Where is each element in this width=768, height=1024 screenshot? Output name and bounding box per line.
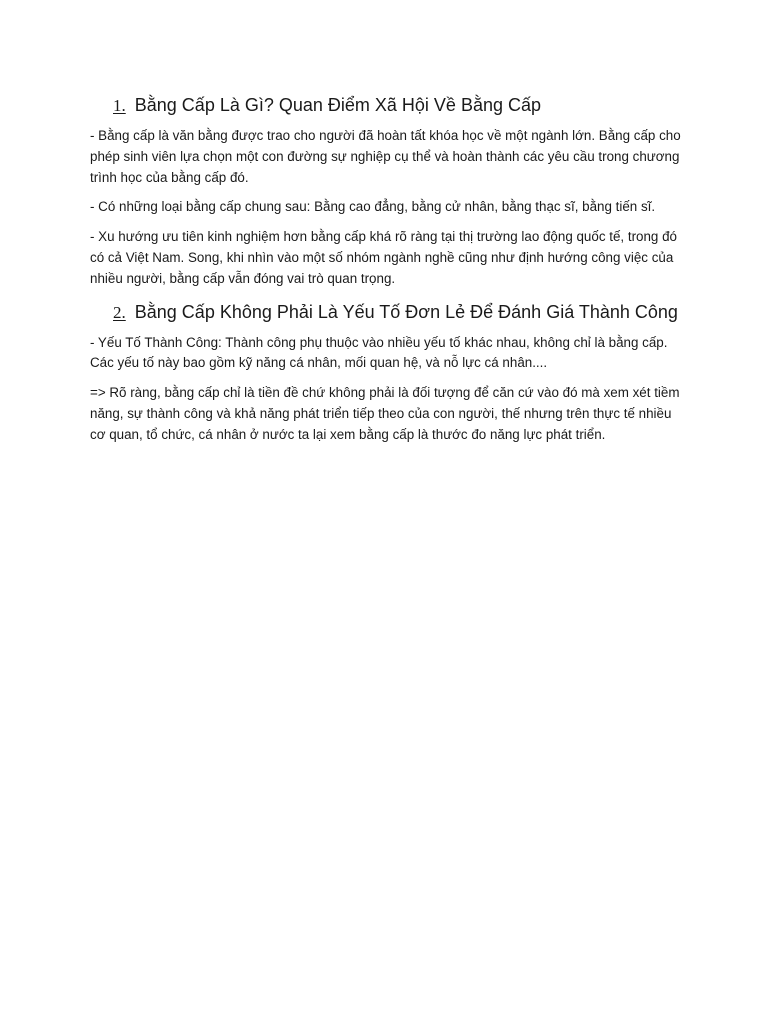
- section-2-heading: [90, 299, 690, 326]
- document-body: [90, 92, 690, 455]
- section-1-number: 1.: [113, 96, 126, 115]
- section-1-paragraph-1: - Bằng cấp là văn bằng được trao cho người đã hoàn tất khóa học về một ngành lớn. Bằng cấp cho phép sinh viên lựa chọn một con đường sự nghiệp cụ thể và hoàn thành các yêu cầu trong chương trình học của bằng cấp đó.: [90, 128, 681, 185]
- section-2-paragraph-2: => Rõ ràng, bằng cấp chỉ là tiền đề chứ không phải là đối tượng để căn cứ vào đó mà xem xét tiềm năng, sự thành công và khả năng phát triển tiếp theo của con người, thế nhưng trên thực tế nhiều cơ quan, tổ chức, cá nhân ở nước ta lại xem bằng cấp là thước đo năng lực phát triển.: [90, 385, 680, 442]
- section-1-paragraph-3: - Xu hướng ưu tiên kinh nghiệm hơn bằng cấp khá rõ ràng tại thị trường lao động quốc tế, trong đó có cả Việt Nam. Song, khi nhìn vào một số nhóm ngành nghề cũng như định hướng công việc của nhiều người, bằng cấp vẫn đóng vai trò quan trọng.: [90, 229, 677, 286]
- section-1-paragraph-2: - Có những loại bằng cấp chung sau: Bằng cao đẳng, bằng cử nhân, bằng thạc sĩ, bằng tiến sĩ.: [90, 199, 656, 215]
- section-1-title: Bằng Cấp Là Gì? Quan Điểm Xã Hội Về Bằng Cấp: [134, 95, 542, 115]
- section-2-number: 2.: [113, 302, 126, 322]
- section-1-heading: [90, 92, 690, 119]
- section-2-paragraph-1: - Yếu Tố Thành Công: Thành công phụ thuộc vào nhiều yếu tố khác nhau, không chỉ là bằng cấp. Các yếu tố này bao gồm kỹ năng cá nhân, mối quan hệ, và nỗ lực cá nhân....: [90, 334, 668, 371]
- section-2-title: Bằng Cấp Không Phải Là Yếu Tố Đơn Lẻ Để Đánh Giá Thành Công: [134, 301, 678, 322]
